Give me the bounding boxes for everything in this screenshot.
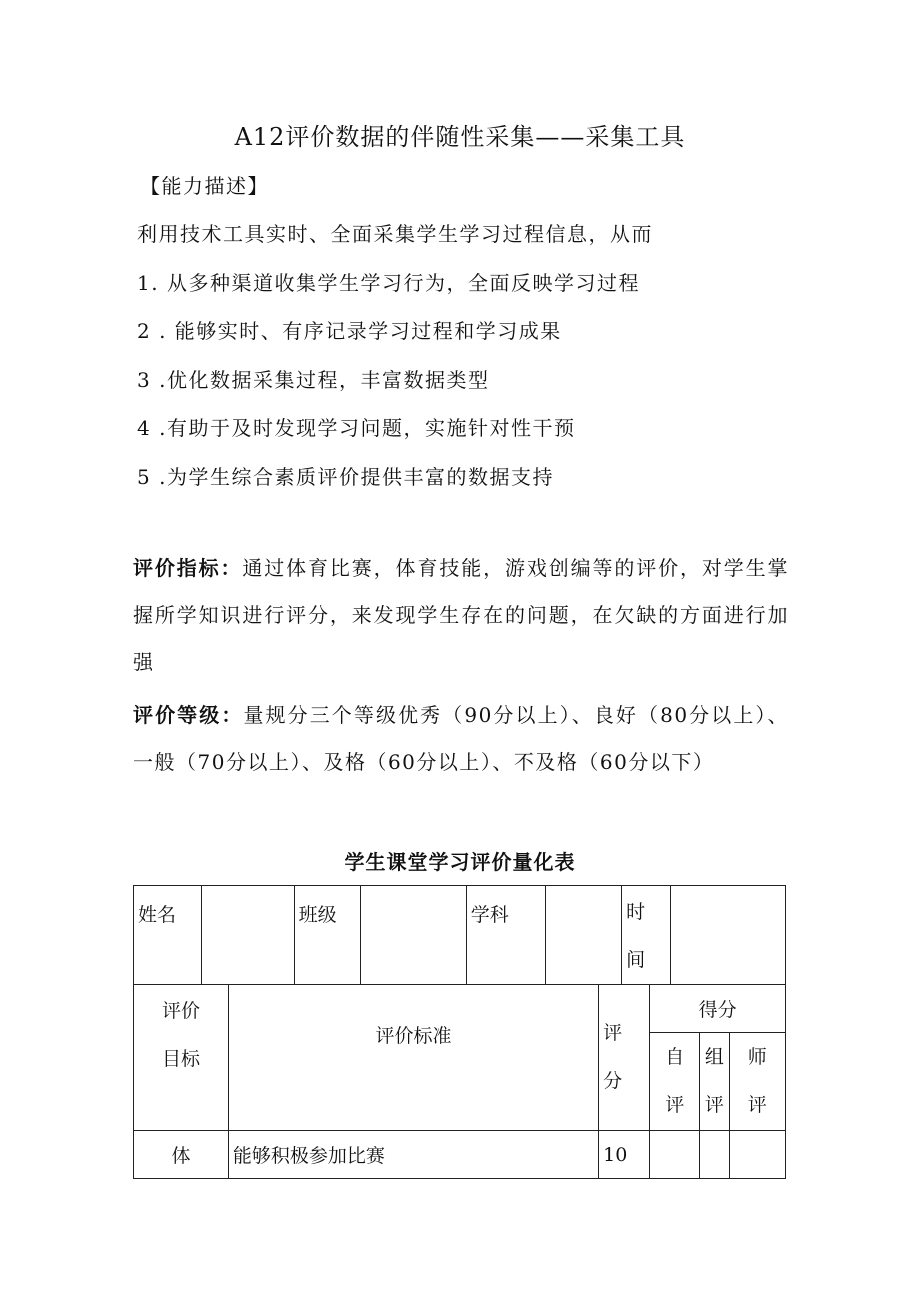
score-cell [599,1131,650,1179]
score-header-cell [599,985,650,1131]
teacher-label-1: 师 [747,1046,767,1068]
grade-paragraph [133,692,789,786]
subject-label: 学科 [470,904,509,926]
self-label-2: 评 [665,1094,685,1116]
list-item: 1. 从多种渠道收集学生学习行为，全面反映学习过程 [137,271,640,295]
indicator-paragraph [133,545,789,686]
class-value-cell[interactable] [361,886,466,985]
page-title: A12评价数据的伴随性采集——采集工具 [234,123,686,151]
grade-text: 量规分三个等级优秀（90分以上）、良好（80分以上）、一般（70分以上）、及格（60分以上）、不及格（60分以下） [133,703,789,774]
standard-value: 能够积极参加比赛 [232,1145,385,1167]
intro-text: 利用技术工具实时、全面采集学生学习过程信息，从而 [137,222,653,246]
goal-header-cell [134,985,229,1131]
header-row [134,985,786,1033]
standard-header-cell [228,985,598,1131]
list-item: 4 .有助于及时发现学习问题，实施针对性干预 [137,416,576,440]
table-row [134,1131,786,1179]
indicator-text: 通过体育比赛，体育技能，游戏创编等的评价，对学生掌握所学知识进行评分，来发现学生存在的问题，在欠缺的方面进行加强 [133,556,790,674]
class-label-cell [294,886,361,985]
self-score-cell[interactable] [650,1131,700,1179]
goal-label-1: 评价 [161,1000,200,1022]
group-label-2: 评 [704,1094,724,1116]
time-label-1: 时 [626,901,646,923]
list-item: 2 . 能够实时、有序记录学习过程和学习成果 [137,319,562,343]
indicator-label: 评价指标： [133,556,243,580]
teacher-eval-cell [729,1033,785,1131]
name-value-cell[interactable] [201,886,294,985]
name-label: 姓名 [138,904,177,926]
group-eval-cell [700,1033,729,1131]
subject-label-cell [466,886,545,985]
score-value: 10 [603,1143,628,1166]
name-label-cell [134,886,202,985]
result-header-cell [650,985,786,1033]
result-label: 得分 [698,999,737,1021]
standard-label: 评价标准 [375,1025,452,1047]
time-label-2: 间 [626,949,646,971]
class-label: 班级 [298,904,337,926]
grade-label: 评价等级： [133,703,244,727]
standard-cell [228,1131,598,1179]
self-label-1: 自 [665,1046,685,1068]
teacher-label-2: 评 [747,1094,767,1116]
score-label-1: 评 [603,1022,623,1044]
subject-value-cell[interactable] [545,886,621,985]
teacher-score-cell[interactable] [729,1131,785,1179]
evaluation-table [133,885,786,1179]
section-heading: 【能力描述】 [140,174,269,198]
group-label-1: 组 [704,1046,724,1068]
list-item: 3 .优化数据采集过程，丰富数据类型 [137,368,490,392]
list-item: 5 .为学生综合素质评价提供丰富的数据支持 [137,465,554,489]
goal-label-2: 目标 [161,1048,200,1070]
goal-cell [134,1131,229,1179]
time-value-cell[interactable] [671,886,786,985]
table-title: 学生课堂学习评价量化表 [344,850,576,874]
group-score-cell[interactable] [700,1131,729,1179]
self-eval-cell [650,1033,700,1131]
info-row [134,886,786,985]
score-label-2: 分 [603,1070,623,1092]
time-label-cell [622,886,671,985]
goal-value: 体 [171,1145,191,1167]
